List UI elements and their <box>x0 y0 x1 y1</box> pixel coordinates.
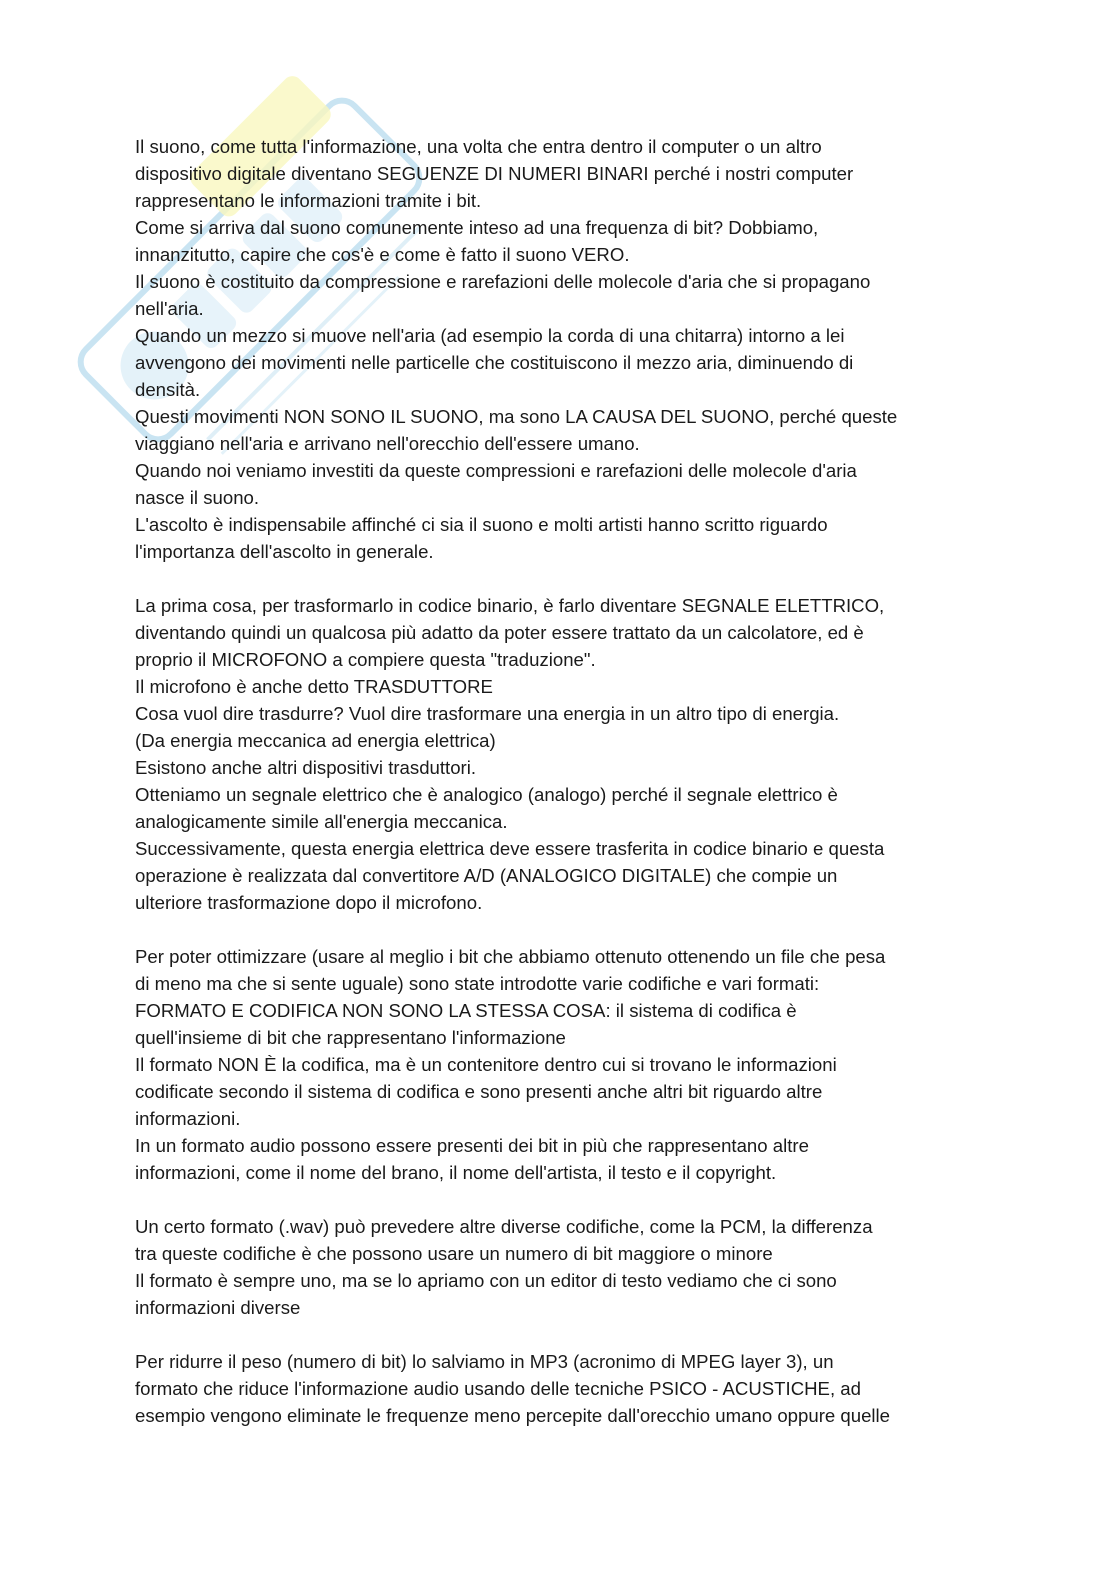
text-line: viaggiano nell'aria e arrivano nell'orecchio dell'essere umano. <box>135 433 640 454</box>
paragraph <box>135 133 995 565</box>
text-line: Successivamente, questa energia elettrica deve essere trasferita in codice binario e questa <box>135 838 885 859</box>
document-body <box>135 133 995 1456</box>
text-line: Il microfono è anche detto TRASDUTTORE <box>135 676 493 697</box>
text-line: In un formato audio possono essere presenti dei bit in più che rappresentano altre <box>135 1135 809 1156</box>
text-line: densità. <box>135 379 201 400</box>
text-line: Per ridurre il peso (numero di bit) lo salviamo in MP3 (acronimo di MPEG layer 3), un <box>135 1351 834 1372</box>
text-line: L'ascolto è indispensabile affinché ci sia il suono e molti artisti hanno scritto riguardo <box>135 514 828 535</box>
text-line: informazioni, come il nome del brano, il nome dell'artista, il testo e il copyright. <box>135 1162 777 1183</box>
text-line: Il formato è sempre uno, ma se lo apriamo con un editor di testo vediamo che ci sono <box>135 1270 837 1291</box>
text-line: nasce il suono. <box>135 487 260 508</box>
paragraph <box>135 943 995 1186</box>
text-line: rappresentano le informazioni tramite i bit. <box>135 190 482 211</box>
text-line: operazione è realizzata dal convertitore A/D (ANALOGICO DIGITALE) che compie un <box>135 865 838 886</box>
text-line: tra queste codifiche è che possono usare un numero di bit maggiore o minore <box>135 1243 773 1264</box>
text-line: ulteriore trasformazione dopo il microfono. <box>135 892 483 913</box>
text-line: avvengono dei movimenti nelle particelle che costituiscono il mezzo aria, diminuendo di <box>135 352 854 373</box>
text-line: informazioni diverse <box>135 1297 301 1318</box>
text-line: Come si arriva dal suono comunemente inteso ad una frequenza di bit? Dobbiamo, <box>135 217 819 238</box>
text-line: Per poter ottimizzare (usare al meglio i bit che abbiamo ottenuto ottenendo un file che pesa <box>135 946 886 967</box>
text-line: (Da energia meccanica ad energia elettrica) <box>135 730 496 751</box>
text-line: dispositivo digitale diventano SEGUENZE DI NUMERI BINARI perché i nostri computer <box>135 163 854 184</box>
paragraph <box>135 1348 995 1429</box>
text-line: Un certo formato (.wav) può prevedere altre diverse codifiche, come la PCM, la differenza <box>135 1216 873 1237</box>
text-line: nell'aria. <box>135 298 204 319</box>
text-line: proprio il MICROFONO a compiere questa "traduzione". <box>135 649 596 670</box>
text-line: l'importanza dell'ascolto in generale. <box>135 541 434 562</box>
text-line: FORMATO E CODIFICA NON SONO LA STESSA COSA: il sistema di codifica è <box>135 1000 797 1021</box>
text-line: analogicamente simile all'energia meccanica. <box>135 811 508 832</box>
text-line: informazioni. <box>135 1108 241 1129</box>
text-line: Il formato NON È la codifica, ma è un contenitore dentro cui si trovano le informazioni <box>135 1054 837 1075</box>
text-line: Quando un mezzo si muove nell'aria (ad esempio la corda di una chitarra) intorno a lei <box>135 325 845 346</box>
text-line: formato che riduce l'informazione audio usando delle tecniche PSICO - ACUSTICHE, ad <box>135 1378 861 1399</box>
text-line: codificate secondo il sistema di codifica e sono presenti anche altri bit riguardo altre <box>135 1081 823 1102</box>
text-line: Questi movimenti NON SONO IL SUONO, ma sono LA CAUSA DEL SUONO, perché queste <box>135 406 898 427</box>
text-line: esempio vengono eliminate le frequenze meno percepite dall'orecchio umano oppure quelle <box>135 1405 891 1426</box>
text-line: innanzitutto, capire che cos'è e come è fatto il suono VERO. <box>135 244 630 265</box>
text-line: Esistono anche altri dispositivi trasduttori. <box>135 757 477 778</box>
paragraph <box>135 1213 995 1321</box>
text-line: Il suono, come tutta l'informazione, una volta che entra dentro il computer o un altro <box>135 136 822 157</box>
text-line: Otteniamo un segnale elettrico che è analogico (analogo) perché il segnale elettrico è <box>135 784 838 805</box>
text-line: diventando quindi un qualcosa più adatto da poter essere trattato da un calcolatore, ed è <box>135 622 864 643</box>
text-line: La prima cosa, per trasformarlo in codice binario, è farlo diventare SEGNALE ELETTRICO, <box>135 595 885 616</box>
paragraph <box>135 592 995 916</box>
text-line: quell'insieme di bit che rappresentano l'informazione <box>135 1027 566 1048</box>
text-line: Cosa vuol dire trasdurre? Vuol dire trasformare una energia in un altro tipo di energia. <box>135 703 840 724</box>
text-line: di meno ma che si sente uguale) sono state introdotte varie codifiche e vari formati: <box>135 973 820 994</box>
text-line: Quando noi veniamo investiti da queste compressioni e rarefazioni delle molecole d'aria <box>135 460 857 481</box>
text-line: Il suono è costituito da compressione e rarefazioni delle molecole d'aria che si propagano <box>135 271 871 292</box>
